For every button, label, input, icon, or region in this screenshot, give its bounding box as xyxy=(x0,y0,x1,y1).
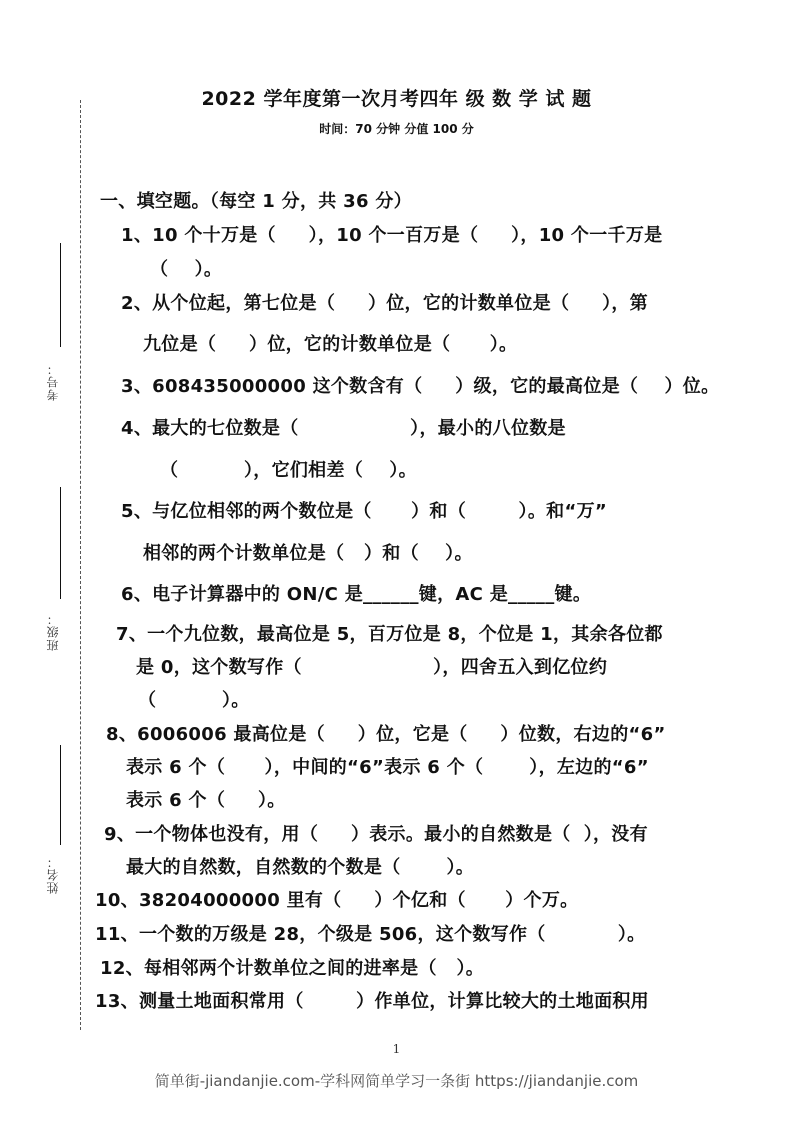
question-line-q7a: 7、一个九位数，最高位是 5，百万位是 8，个位是 1，其余各位都 xyxy=(116,624,663,645)
question-line-q1a: 1、10 个十万是（ ），10 个一百万是（ ），10 个一千万是 xyxy=(121,225,663,246)
question-line-q8c: 表示 6 个（ ）。 xyxy=(126,790,286,811)
question-line-q8b: 表示 6 个（ ），中间的“6”表示 6 个（ ），左边的“6” xyxy=(126,757,649,778)
name-underline xyxy=(60,745,61,845)
question-line-q10: 10、38204000000 里有（ ）个亿和（ ）个万。 xyxy=(95,890,579,911)
question-line-q11: 11、一个数的万级是 28，个级是 506，这个数写作（ ）。 xyxy=(95,924,646,945)
question-line-q6: 6、电子计算器中的 ON/C 是______键，AC 是_____键。 xyxy=(121,584,592,605)
name-label: 姓名： xyxy=(46,855,60,894)
question-line-q7b: 是 0，这个数写作（ ），四舍五入到亿位约 xyxy=(136,657,608,678)
question-line-q1b: （ ）。 xyxy=(150,259,223,280)
class-label: 班级： xyxy=(46,612,60,651)
question-line-q3: 3、608435000000 这个数含有（ ）级，它的最高位是（ ）位。 xyxy=(121,376,720,397)
page-number: 1 xyxy=(392,1042,401,1056)
section-heading: 一、填空题。（每空 1 分，共 36 分） xyxy=(100,191,412,212)
question-line-q5b: 相邻的两个计数单位是（ ）和（ ）。 xyxy=(143,543,473,564)
exam-number-underline xyxy=(60,243,61,347)
exam-subtitle: 时间：70 分钟 分值 100 分 xyxy=(319,122,474,136)
exam-title: 2022 学年度第一次月考四年 级 数 学 试 题 xyxy=(201,88,592,110)
question-line-q8a: 8、6006006 最高位是（ ）位，它是（ ）位数，右边的“6” xyxy=(106,724,666,745)
question-line-q13: 13、测量土地面积常用（ ）作单位，计算比较大的土地面积用 xyxy=(95,991,649,1012)
question-line-q5a: 5、与亿位相邻的两个数位是（ ）和（ ）。和“万” xyxy=(121,501,608,522)
question-line-q12: 12、每相邻两个计数单位之间的进率是（ ）。 xyxy=(100,958,485,979)
question-line-q7c: （ ）。 xyxy=(138,690,250,711)
question-line-q9a: 9、一个物体也没有，用（ ）表示。最小的自然数是（ ），没有 xyxy=(104,824,648,845)
question-line-q4b: （ ），它们相差（ ）。 xyxy=(160,460,417,481)
question-line-q2b: 九位是（ ）位，它的计数单位是（ ）。 xyxy=(143,334,518,355)
question-line-q9b: 最大的自然数，自然数的个数是（ ）。 xyxy=(126,857,475,878)
class-underline xyxy=(60,487,61,599)
exam-number-label: 考号： xyxy=(46,362,60,401)
footer-watermark: 简单街-jiandanjie.com-学科网简单学习一条街 https://jiandanjie.com xyxy=(154,1072,639,1090)
question-line-q4a: 4、最大的七位数是（ ），最小的八位数是 xyxy=(121,418,566,439)
question-line-q2a: 2、从个位起，第七位是（ ）位，它的计数单位是（ ），第 xyxy=(121,293,648,314)
binding-dashed-line xyxy=(80,100,81,1030)
